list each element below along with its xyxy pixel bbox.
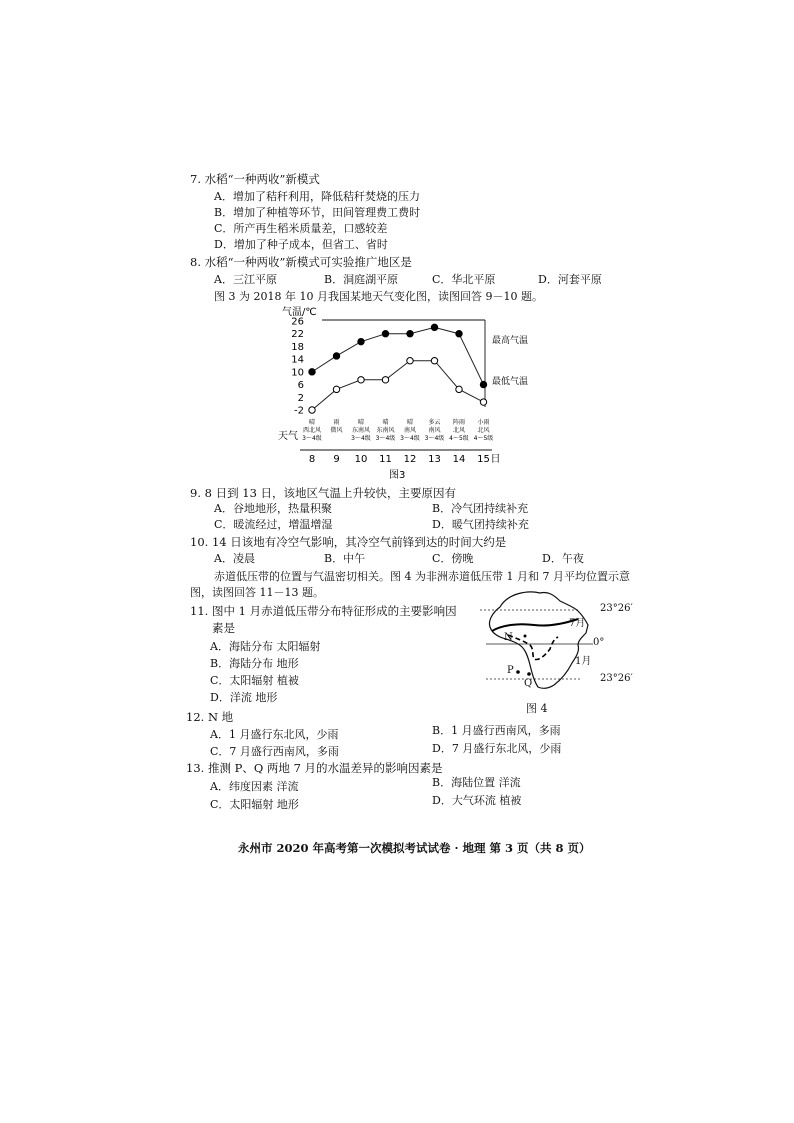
q11-stem-line1: 11. 图中 1 月赤道低压带分布特征形成的主要影响因	[190, 604, 457, 618]
q11-option-d: D．洋流 地形	[210, 691, 278, 704]
max-temp-point	[333, 353, 339, 359]
q10-stem: 10. 14 日该地有冷空气影响，其冷空气前锋到达的时间大约是	[190, 535, 507, 549]
weather-cell: 晴	[382, 419, 389, 426]
x-tick-label: 13	[428, 454, 441, 465]
map-january-label: 1月	[575, 656, 592, 667]
q9-option-b: B．冷气团持续补充	[432, 502, 529, 515]
q10-option-b: B．中午	[324, 552, 366, 565]
q12-stem: 12. N 地	[186, 710, 234, 724]
q8-option-a: A．三江平原	[214, 273, 277, 286]
fig4-intro-line2: 图，读图回答 11－13 题。	[190, 586, 324, 599]
point-q-marker	[527, 672, 531, 676]
x-tick-label: 11	[379, 454, 392, 465]
weather-cell: 南风	[403, 427, 417, 434]
q7-stem: 7. 水稻“一种两收”新模式	[190, 172, 320, 186]
legend-max-temp: 最高气温	[492, 336, 529, 346]
map-n-label: N	[504, 632, 513, 643]
y-tick-label: 2	[297, 392, 304, 404]
q8-option-d: D．河套平原	[538, 273, 602, 286]
q11-option-c: C．太阳辐射 植被	[210, 674, 299, 687]
q10-option-c: C．傍晚	[432, 552, 474, 565]
min-temp-point	[480, 399, 486, 405]
legend-min-temp: 最低气温	[492, 377, 529, 387]
weather-cell: 晴	[308, 419, 316, 426]
map-lat-south-label: 23°26′	[600, 673, 633, 684]
q8-option-b: B．洞庭湖平原	[324, 273, 399, 286]
weather-cell: 晴	[357, 419, 365, 426]
q12-option-a: A．1 月盛行东北风，少雨	[210, 728, 339, 741]
q13-option-d: D．大气环流 植被	[432, 794, 522, 807]
weather-cell: 雨	[333, 419, 340, 426]
max-temp-point	[309, 369, 315, 375]
q12-option-d: D．7 月盛行东北风，少雨	[432, 742, 562, 755]
x-tick-label: 14	[452, 454, 466, 465]
weather-chart	[270, 300, 540, 482]
q7-option-d: D．增加了种子成本，但省工、省时	[214, 238, 388, 251]
max-temp-point	[480, 381, 486, 387]
weather-cell: 西北风	[302, 427, 322, 434]
y-tick-label: 10	[291, 367, 304, 379]
weather-cell: 东南风	[376, 427, 395, 434]
weather-cell: 阵雨	[452, 419, 466, 426]
x-tick-label: 12	[403, 454, 417, 465]
weather-cell: 多云	[428, 419, 441, 426]
q9-stem: 9. 8 日到 13 日，该地区气温上升较快，主要原因有	[190, 486, 457, 500]
max-temp-point	[431, 324, 437, 330]
weather-cell: 3～4级	[375, 435, 396, 442]
map-lat-north-label: 23°26′	[600, 603, 633, 614]
q12-option-c: C．7 月盛行西南风，多雨	[210, 745, 339, 758]
y-tick-label: 22	[291, 329, 304, 341]
q7-option-a: A．增加了秸秆利用，降低秸秆焚烧的压力	[214, 190, 420, 203]
q7-option-b: B．增加了种植等环节，田间管理费工费时	[214, 206, 421, 219]
july-low-pressure-line	[492, 619, 578, 631]
q13-stem: 13. 推测 P、Q 两地 7 月的水温差异的影响因素是	[186, 761, 443, 775]
q9-option-c: C．暖流经过，增温增湿	[214, 518, 333, 531]
page-footer: 永州市 2020 年高考第一次模拟考试试卷 · 地理 第 3 页（共 8 页）	[238, 841, 591, 855]
min-temp-point	[358, 377, 364, 383]
max-temp-point	[456, 331, 462, 337]
weather-cell: 微风	[330, 427, 343, 434]
weather-row-label: 天气	[278, 431, 298, 442]
max-temp-point	[358, 338, 364, 344]
q12-option-b: B．1 月盛行西南风，多雨	[432, 724, 561, 737]
q7-option-c: C．所产再生稻米质量差，口感较差	[214, 222, 388, 235]
map-q-label: Q	[524, 678, 533, 689]
weather-cell: 3～4级	[424, 435, 445, 442]
q8-stem: 8. 水稻“一种两收”新模式可实验推广地区是	[190, 255, 412, 269]
y-tick-label: -2	[294, 405, 304, 417]
weather-cell: 3～4级	[351, 435, 371, 442]
weather-cell: 南风	[428, 427, 441, 434]
weather-cell: 4～5级	[449, 435, 469, 442]
weather-cell: 小雨	[477, 419, 490, 426]
point-n-marker	[524, 635, 527, 638]
q13-option-b: B．海陆位置 洋流	[432, 776, 521, 789]
map-p-label: P	[507, 665, 514, 676]
map-july-label: 7月	[569, 618, 586, 629]
map-caption: 图 4	[526, 702, 548, 715]
weather-cell: 3～4级	[400, 435, 420, 442]
q13-option-a: A．纬度因素 洋流	[210, 780, 299, 793]
min-temp-point	[431, 358, 437, 364]
chart-y-axis-label: 气温/℃	[282, 307, 317, 318]
x-tick-label: 8	[308, 454, 316, 465]
q10-option-d: D．午夜	[542, 552, 584, 565]
map-equator-label: 0°	[593, 637, 605, 648]
x-tick-label: 15	[477, 454, 490, 465]
y-tick-label: 6	[297, 380, 304, 392]
q8-option-c: C．华北平原	[432, 273, 496, 286]
y-tick-label: 18	[291, 341, 304, 353]
y-tick-label: 14	[291, 354, 304, 366]
min-temp-point	[333, 386, 339, 392]
min-temp-point	[456, 386, 462, 392]
x-tick-label: 10	[354, 454, 368, 465]
min-temp-point	[309, 407, 315, 413]
q10-option-a: A．凌晨	[214, 552, 255, 565]
y-tick-label: 26	[291, 316, 304, 328]
january-low-pressure-line	[508, 635, 558, 660]
q11-option-b: B．海陆分布 地形	[210, 657, 299, 670]
x-axis-label: 日	[490, 454, 501, 465]
q13-option-c: C．太阳辐射 地形	[210, 798, 299, 811]
weather-cell: 北风	[452, 427, 466, 434]
fig3-intro: 图 3 为 2018 年 10 月我国某地天气变化图，读图回答 9－10 题。	[214, 290, 543, 303]
q9-option-a: A．谷地地形，热量积聚	[214, 502, 332, 515]
min-temp-point	[382, 377, 388, 383]
min-temp-point	[407, 358, 413, 364]
q11-stem-line2: 素是	[212, 621, 235, 635]
point-p-marker	[516, 670, 520, 674]
chart-title: 图3	[389, 470, 406, 481]
max-temp-point	[382, 331, 388, 337]
max-temp-point	[407, 331, 413, 337]
x-tick-label: 9	[333, 454, 340, 465]
weather-cell: 北风	[477, 427, 490, 434]
min-temp-line	[312, 361, 484, 410]
q9-option-d: D．暖气团持续补充	[432, 518, 529, 531]
weather-cell: 4～5级	[473, 435, 494, 442]
weather-cell: 东南风	[351, 427, 371, 434]
weather-cell: 3～4级	[302, 435, 322, 442]
q11-option-a: A．海陆分布 太阳辐射	[210, 640, 321, 653]
fig4-intro-line1: 赤道低压带的位置与气温密切相关。图 4 为非洲赤道低压带 1 月和 7 月平均位置示意	[214, 570, 630, 583]
weather-cell: 晴	[406, 419, 414, 426]
